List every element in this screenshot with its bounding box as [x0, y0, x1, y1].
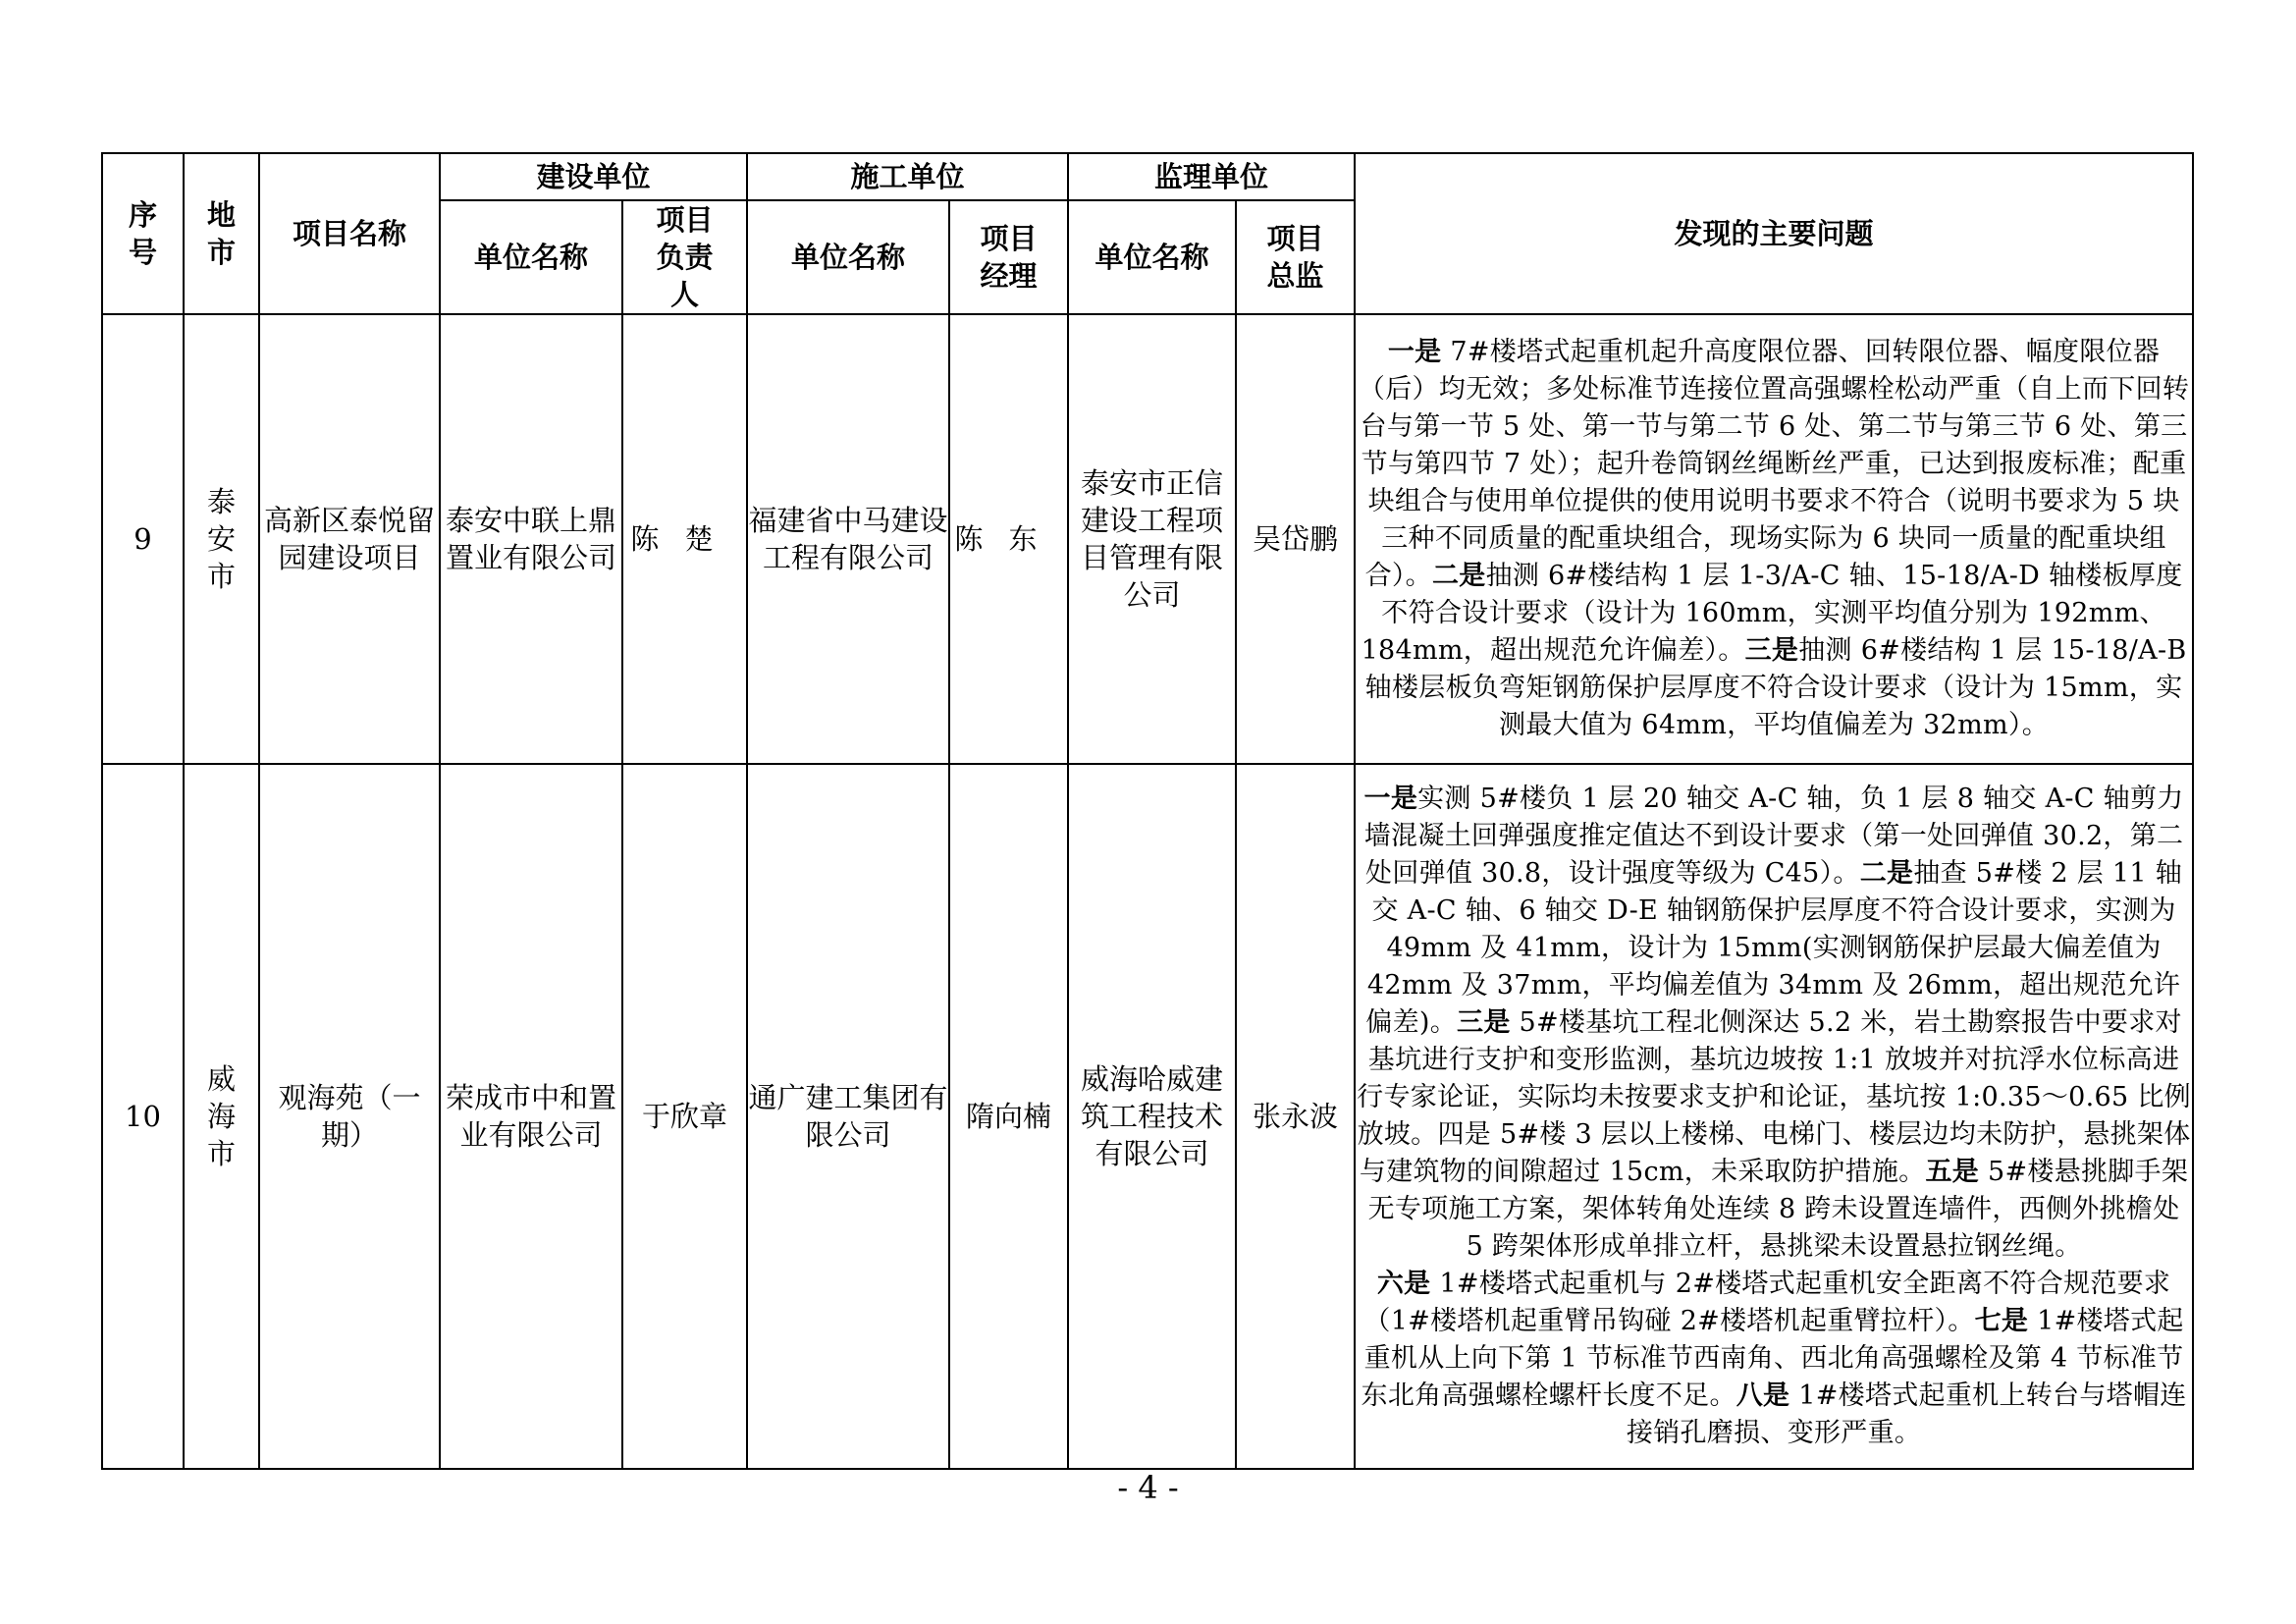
row-supervisor-chief: 张永波	[1236, 764, 1355, 1469]
issue-text: 抽测 6#楼结构 1 层 1-3/A-C 轴、15-18/A-D 轴楼板厚度不符合设计要求（设计为 160mm，实测平均值分别为 192mm、184mm，超出规范允许偏差）。	[1361, 561, 2183, 666]
row-builder: 泰安中联上鼎置业有限公司	[440, 314, 622, 764]
issue-label: 一是	[1363, 784, 1418, 814]
header-builder-unit-name: 单位名称	[440, 200, 622, 314]
row-builder-leader: 于欣章	[622, 764, 747, 1469]
issue-label: 二是	[1859, 858, 1914, 889]
header-project-manager: 项目经理	[949, 200, 1068, 314]
header-seq: 序号	[102, 153, 184, 314]
issue-text: 实测 5#楼负 1 层 20 轴交 A-C 轴，负 1 层 8 轴交 A-C 轴剪力墙混凝土回弹强度推定值达不到设计要求（第一处回弹值 30.2，第二处回弹值 30.8，设计强度等级为 C45）。	[1363, 784, 2184, 889]
issue-label: 二是	[1431, 561, 1486, 591]
row-supervisor: 威海哈威建筑工程技术有限公司	[1068, 764, 1236, 1469]
header-project-leader: 项目负责人	[622, 200, 747, 314]
table-row	[102, 314, 2193, 764]
header-construction-org: 建设单位	[440, 153, 747, 200]
row-city: 泰安市	[184, 314, 259, 764]
issue-label: 三是	[1457, 1007, 1511, 1038]
row-contractor: 通广建工集团有限公司	[747, 764, 949, 1469]
issue-label: 八是	[1735, 1380, 1790, 1411]
header-city: 地市	[184, 153, 259, 314]
issue-text: 抽查 5#楼 2 层 11 轴交 A-C 轴、6 轴交 D-E 轴钢筋保护层厚度不符合设计要求，实测为 49mm 及 41mm，设计为 15mm(实测钢筋保护层最大偏差值为 42mm 及 37mm，平均偏差值为 34mm 及 26mm，超出规范允许偏差)。	[1365, 858, 2183, 1038]
row-builder: 荣成市中和置业有限公司	[440, 764, 622, 1469]
issue-text: 1#楼塔式起重机从上向下第 1 节标准节西南角、西北角高强螺栓及第 4 节标准节东北角高强螺栓螺杆长度不足。	[1361, 1306, 2184, 1411]
issue-text: 5#楼悬挑脚手架无专项施工方案，架体转角处连续 8 跨未设置连墙件，西侧外挑檐处 5 跨架体形成单排立杆，悬挑梁未设置悬拉钢丝绳。	[1367, 1157, 2189, 1262]
issue-text: 5#楼基坑工程北侧深达 5.2 米，岩土勘察报告中要求对基坑进行支护和变形监测，基坑边坡按 1:1 放坡并对抗浮水位标高进行专家论证，实际均未按要求支护和论证，基坑按 1:0.35～0.65 比例放坡。四是 5#楼 3 层以上楼梯、电梯门、楼层边均未防护，悬挑架体与建筑物的间隙超过 15cm，未采取防护措施。	[1357, 1007, 2191, 1187]
issue-text: 1#楼塔式起重机上转台与塔帽连接销孔磨损、变形严重。	[1626, 1380, 2187, 1448]
row-issues	[1355, 314, 2193, 764]
page-number: - 4 -	[1117, 1469, 1179, 1506]
row-project-name: 高新区泰悦留园建设项目	[259, 314, 440, 764]
row-city: 威海市	[184, 764, 259, 1469]
issue-text: 1#楼塔式起重机与 2#楼塔式起重机安全距离不符合规范要求（1#楼塔机起重臂吊钩碰 2#楼塔机起重臂拉杆）。	[1363, 1269, 2171, 1336]
header-supervision-org: 监理单位	[1068, 153, 1355, 200]
issue-label: 一是	[1387, 337, 1442, 367]
row-supervisor: 泰安市正信建设工程项目管理有限公司	[1068, 314, 1236, 764]
row-issues	[1355, 764, 2193, 1469]
row-contractor-manager: 隋向楠	[949, 764, 1068, 1469]
row-contractor-manager: 陈东	[949, 314, 1068, 764]
issue-text: 7#楼塔式起重机起升高度限位器、回转限位器、幅度限位器（后）均无效；多处标准节连接位置高强螺栓松动严重（自上而下回转台与第一节 5 处、第一节与第二节 6 处、第二节与第三节 6 处、第三节与第四节 7 处）；起升卷筒钢丝绳断丝严重，已达到报废标准；配重块组合与使用单位提供的使用说明书要求不符合（说明书要求为 5 块三种不同质量的配重块组合，现场实际为 6 块同一质量的配重块组合）。	[1358, 337, 2190, 591]
row-supervisor-chief: 吴岱鹏	[1236, 314, 1355, 764]
header-contractor-unit-name: 单位名称	[747, 200, 949, 314]
issue-text: 抽测 6#楼结构 1 层 15-18/A-B 轴楼层板负弯矩钢筋保护层厚度不符合设计要求（设计为 15mm，实测最大值为 64mm，平均值偏差为 32mm）。	[1364, 635, 2187, 740]
header-chief-supervisor: 项目总监	[1236, 200, 1355, 314]
issue-label: 七是	[1974, 1306, 2029, 1336]
header-supervisor-unit-name: 单位名称	[1068, 200, 1236, 314]
header-main-issues: 发现的主要问题	[1355, 153, 2193, 314]
row-contractor: 福建省中马建设工程有限公司	[747, 314, 949, 764]
header-project-name: 项目名称	[259, 153, 440, 314]
row-builder-leader: 陈楚	[622, 314, 747, 764]
issue-label: 六是	[1376, 1269, 1431, 1299]
row-seq: 10	[102, 764, 184, 1469]
header-contractor-org: 施工单位	[747, 153, 1068, 200]
header-row-top	[102, 153, 2193, 200]
row-project-name: 观海苑（一期）	[259, 764, 440, 1469]
row-seq: 9	[102, 314, 184, 764]
issue-label: 五是	[1925, 1157, 1980, 1187]
inspection-table	[101, 152, 2194, 1470]
issue-label: 三是	[1744, 635, 1799, 666]
table-row	[102, 764, 2193, 1469]
